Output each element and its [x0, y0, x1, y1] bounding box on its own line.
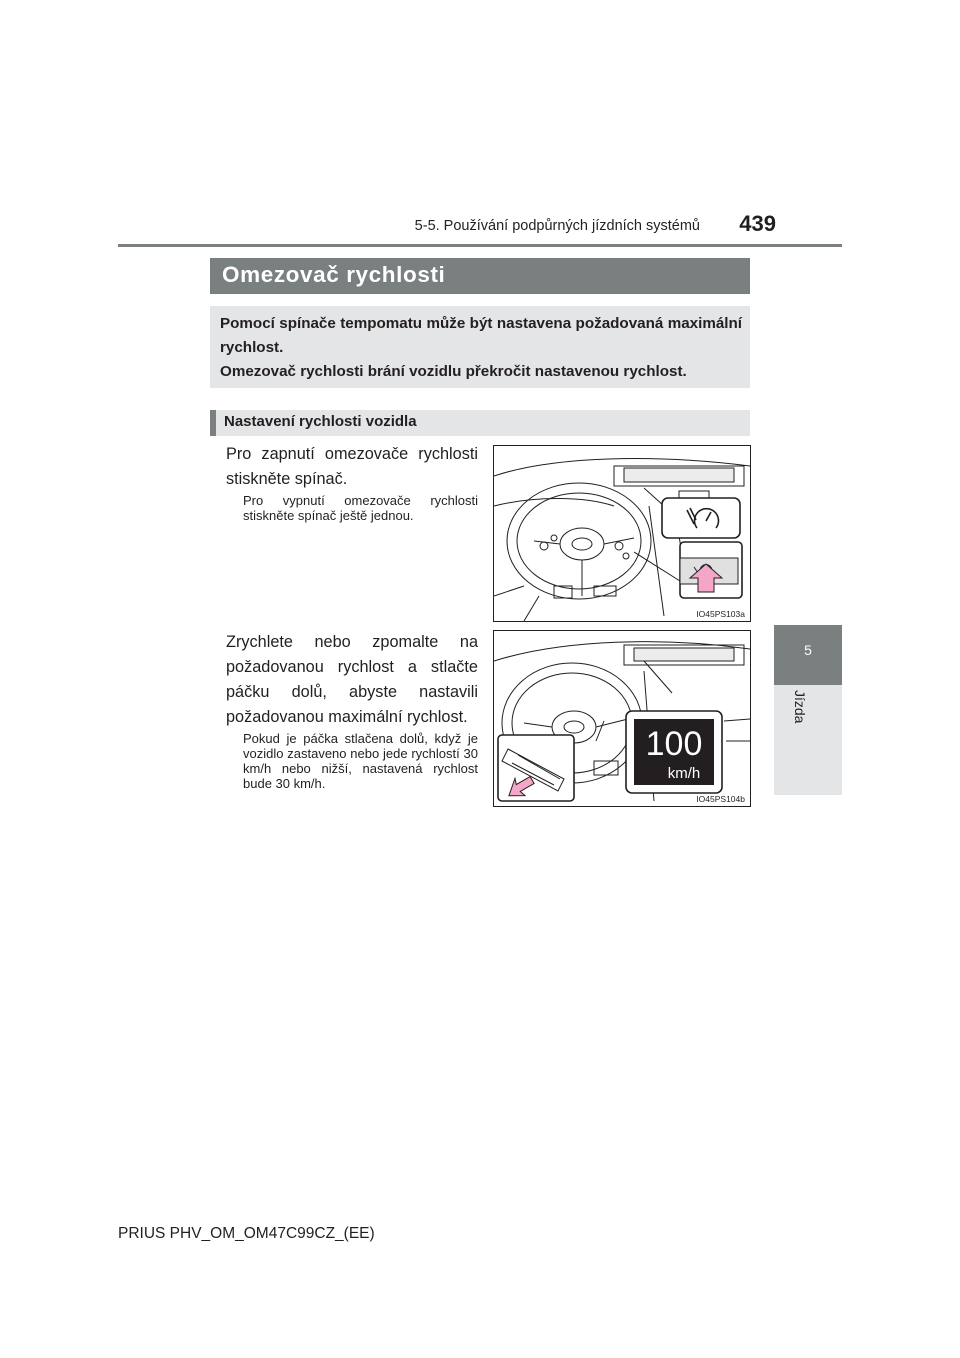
- dashboard-illustration-1: [494, 446, 750, 621]
- intro-text: [220, 312, 742, 384]
- step-2-text: Zrychlete nebo zpomalte na požadovanou rychlost a stlačte páčku dolů, abyste nastavili požadovanou maximální rychlost.: [226, 633, 478, 726]
- step-1-text: Pro zapnutí omezovače rychlosti stiskněte spínač.: [226, 445, 478, 488]
- intro-line-1: Pomocí spínače tempomatu může být nastavena požadovaná maximální rychlost.: [220, 315, 742, 356]
- page-title: Omezovač rychlosti: [222, 262, 446, 287]
- header-rule: [118, 244, 842, 247]
- page-number: 439: [739, 211, 776, 236]
- chapter-strip: [774, 685, 842, 795]
- step-1-note: Pro vypnutí omezovače rychlosti stiskněte spínač ještě jednou.: [243, 493, 478, 523]
- chapter-label-text: Jízda: [792, 690, 808, 724]
- section-reference: 5-5. Používání podpůrných jízdních systémů: [414, 218, 700, 234]
- subheading-marker: [210, 410, 216, 436]
- chapter-label: [788, 690, 808, 750]
- figure-1-code: IO45PS103a: [696, 609, 745, 619]
- step-2-note: Pokud je páčka stlačena dolů, když je vozidlo zastaveno nebo jede rychlostí 30 km/h nebo nižší, nastavená rychlost bude 30 km/h.: [243, 731, 478, 791]
- footer-document-code: PRIUS PHV_OM_OM47C99CZ_(EE): [118, 1225, 375, 1242]
- dashboard-illustration-2: [494, 631, 750, 806]
- intro-line-2: Omezovač rychlosti brání vozidlu překročit nastavenou rychlost.: [220, 363, 687, 380]
- chapter-number: 5: [804, 642, 812, 658]
- subheading: Nastavení rychlosti vozidla: [224, 413, 417, 430]
- display-speed-unit: km/h: [667, 765, 701, 782]
- figure-speed-limiter-switch: [493, 445, 751, 622]
- figure-speed-set-lever: [493, 630, 751, 807]
- display-speed-value: 100: [645, 725, 703, 763]
- figure-2-code: IO45PS104b: [696, 794, 745, 804]
